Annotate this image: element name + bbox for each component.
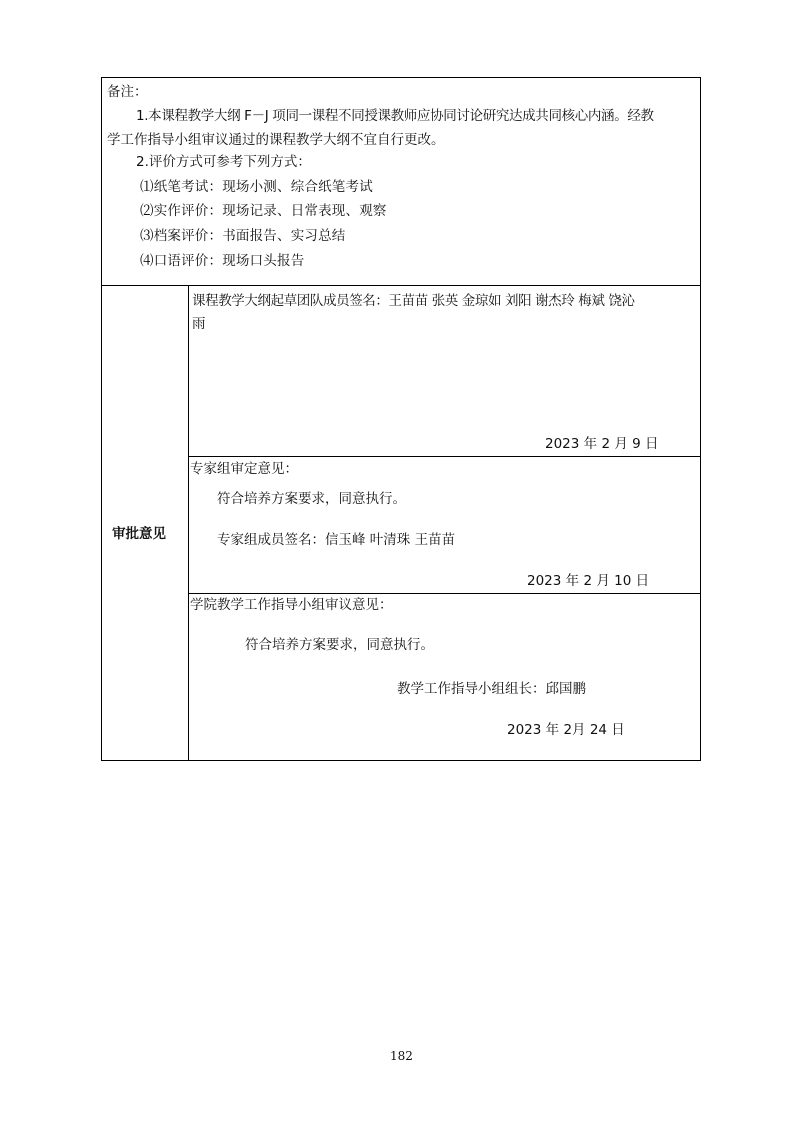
expert-review-title: 专家组审定意见： [190,461,298,477]
expert-review-opinion: 符合培养方案要求，同意执行。 [217,491,406,507]
drafting-team-signatures-cont: 雨 [192,316,206,332]
page-number: 182 [390,1049,413,1063]
college-review-opinion: 符合培养方案要求，同意执行。 [245,637,434,653]
notes-line-1a: 1.本课程教学大纲 F－J 项同一课程不同授课教师应协同讨论研究达成共同核心内涵。经教 [136,108,654,124]
evaluation-method-2: ⑵实作评价：现场记录、日常表现、观察 [140,203,387,219]
evaluation-method-1: ⑴纸笔考试：现场小测、综合纸笔考试 [140,179,373,195]
expert-review-date: 2023 年 2 月 10 日 [527,573,650,589]
notes-line-2: 2.评价方式可参考下列方式： [136,154,311,170]
drafting-team-signatures: 课程教学大纲起草团队成员签名：王苗苗 张英 金琼如 刘阳 谢杰玲 梅斌 饶沁 [192,293,635,309]
notes-line-1b: 学工作指导小组审议通过的课程教学大纲不宜自行更改。 [107,132,445,148]
evaluation-method-4: ⑷口语评价：现场口头报告 [140,253,305,269]
college-review-title: 学院教学工作指导小组审议意见： [190,597,393,613]
row-divider-college [188,593,701,594]
approval-label: 审批意见 [112,526,166,542]
expert-members-signatures: 专家组成员签名：信玉峰 叶清珠 王苗苗 [217,532,456,548]
row-divider-notes [101,285,701,286]
drafting-date: 2023 年 2 月 9 日 [545,436,659,452]
column-divider [188,285,189,761]
notes-title: 备注： [107,84,148,100]
college-leader-signature: 教学工作指导小组组长：邱国鹏 [397,681,586,697]
college-review-date: 2023 年 2月 24 日 [507,722,625,738]
evaluation-method-3: ⑶档案评价：书面报告、实习总结 [140,228,346,244]
row-divider-expert [188,456,701,457]
